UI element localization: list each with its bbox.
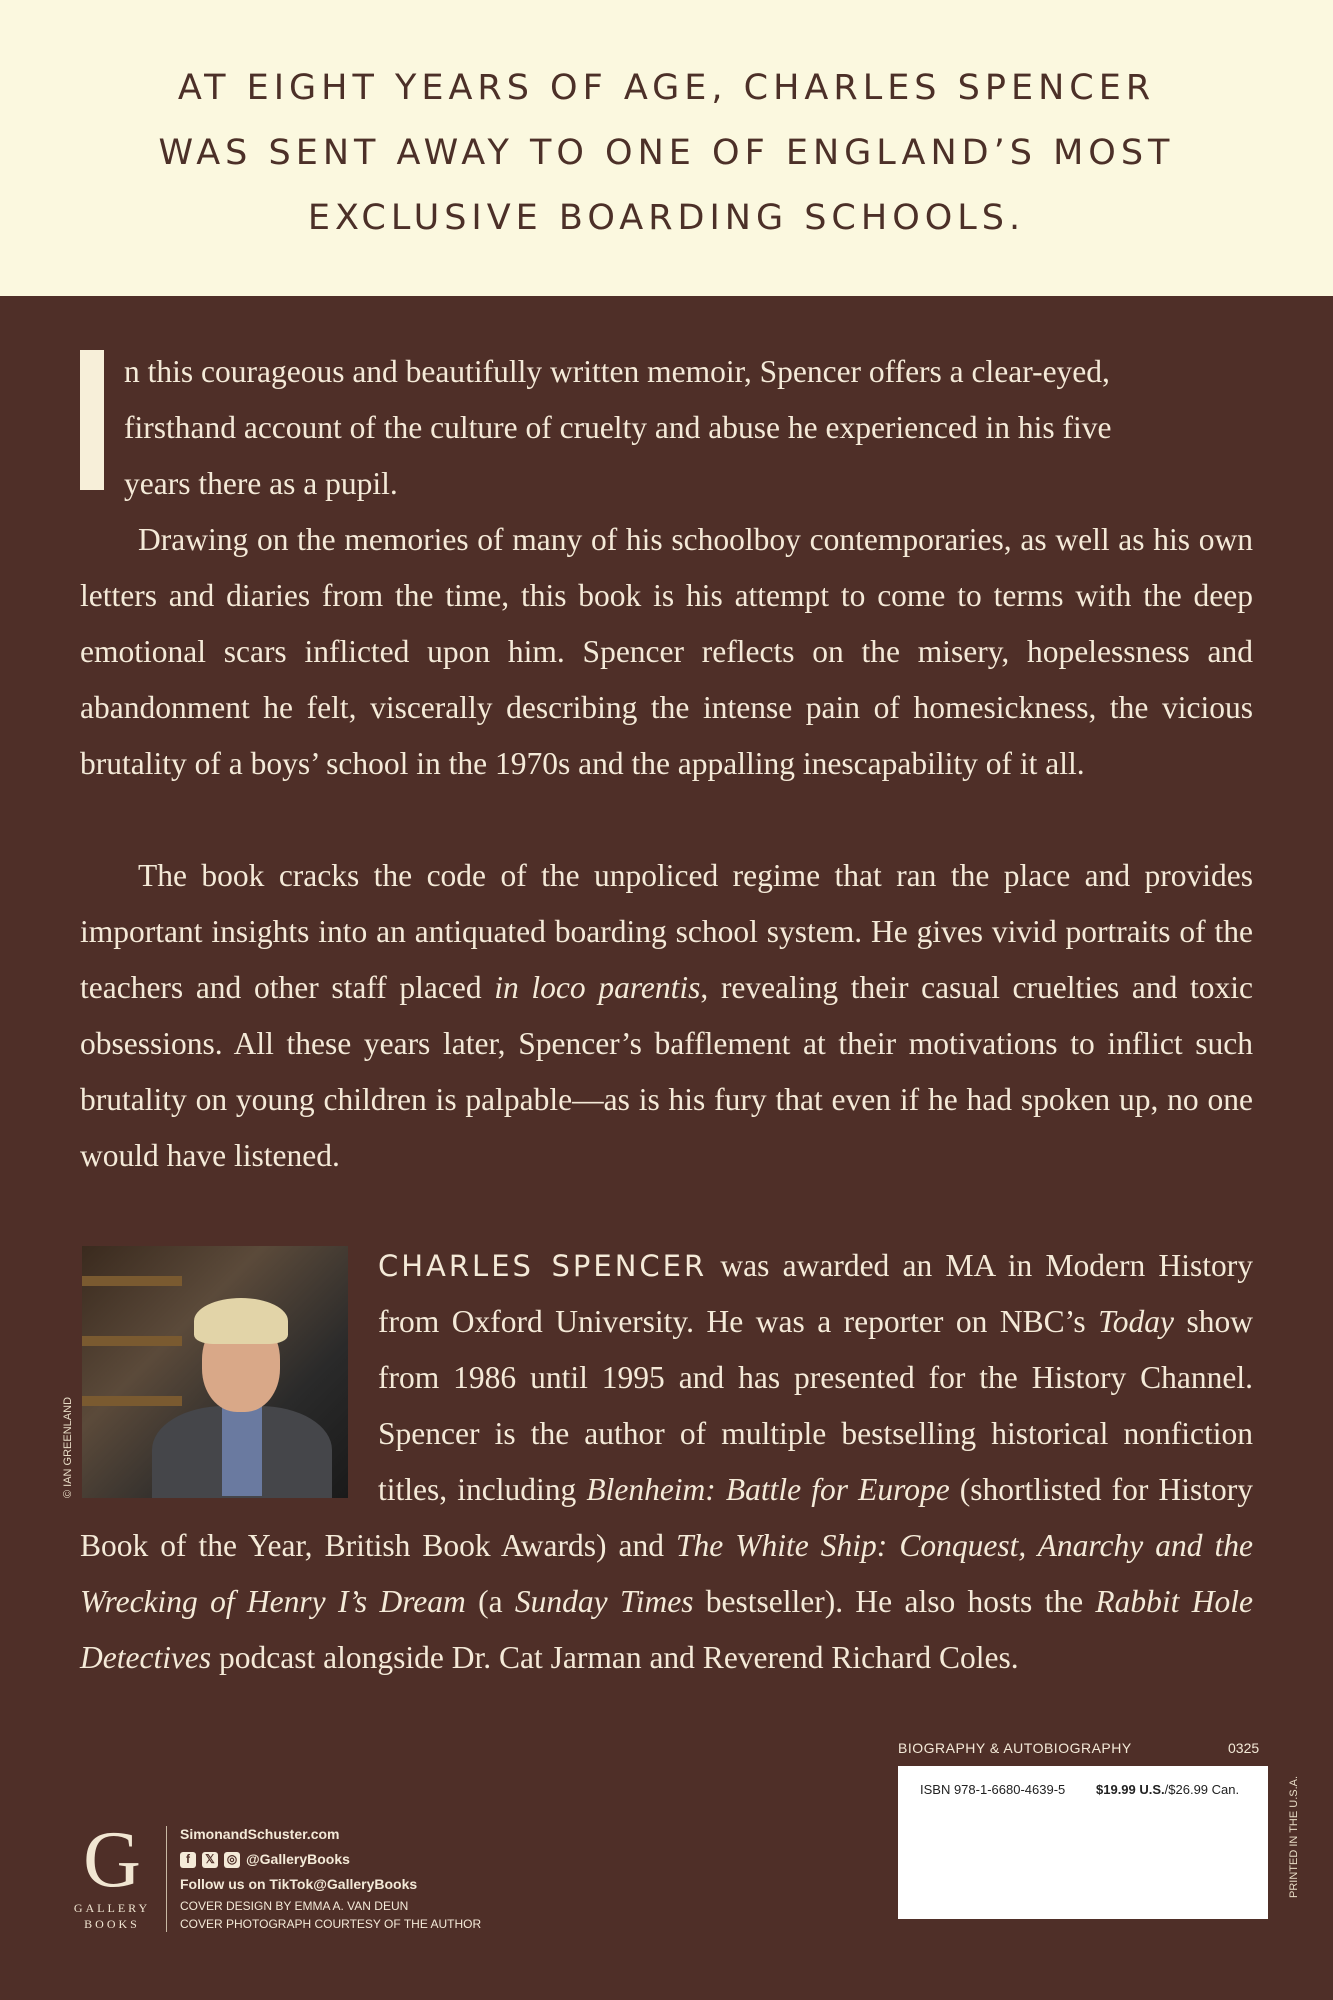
bio-text-1: was awarded an MA in Modern History from Oxford University. He was a reporter on NBC’s xyxy=(378,1248,1253,1339)
intro-line-2: firsthand account of the culture of cruelty and abuse he experienced in his five xyxy=(124,410,1112,445)
book-code: 0325 xyxy=(1228,1740,1260,1756)
body-paragraph-2: Drawing on the memories of many of his schoolboy contemporaries, as well as his own letters and diaries from the time, this book is his attempt to come to terms with the deep emotional scars inflicted upon him. Spencer reflects on the misery, hopelessness and abandonment he felt, viscerally describing the intense pain of homesickness, the vicious brutality of a boys’ school in the 1970s and the appalling inescapability of it all. xyxy=(80,522,1253,781)
logo-line-2: BOOKS xyxy=(84,1917,140,1931)
para3-text-1: The book cracks the code of the unpoliced regime that ran the place and provides important insights into an antiquated boarding school system. He gives vivid portraits of the teachers and other staff placed xyxy=(80,858,1253,1005)
author-bio xyxy=(80,1238,1253,1686)
bio-italic-sunday-times: Sunday Times xyxy=(514,1584,694,1619)
headline-line-3: EXCLUSIVE BOARDING SCHOOLS. xyxy=(307,198,1026,238)
bio-italic-podcast: Rabbit Hole Detectives xyxy=(80,1584,1253,1675)
headline-band xyxy=(0,0,1333,296)
intro-paragraph xyxy=(80,344,1253,512)
para3-italic: in loco parentis xyxy=(494,970,701,1005)
headline-line-2: WAS SENT AWAY TO ONE OF ENGLAND’S MOST xyxy=(158,133,1175,173)
logo-line-1: GALLERY xyxy=(73,1901,151,1915)
x-icon[interactable]: 𝕏 xyxy=(202,1852,218,1868)
isbn: ISBN 978-1-6680-4639-5 xyxy=(920,1782,1066,1797)
book-category: BIOGRAPHY & AUTOBIOGRAPHY xyxy=(898,1740,1132,1756)
publisher-info xyxy=(180,1822,481,1933)
para3-text-2: , revealing their casual cruelties and toxic obsessions. All these years later, Spencer’s bafflement at their motivations to inflict such brutality on young children is palpable—as is his fury that even if he had spoken up, no one would have listened. xyxy=(80,970,1253,1173)
printed-in: PRINTED IN THE U.S.A. xyxy=(1288,1775,1300,1898)
facebook-icon[interactable]: f xyxy=(180,1852,196,1868)
headline xyxy=(0,56,1333,251)
intro-line-3: years there as a pupil. xyxy=(124,466,398,501)
bio-text-5: bestseller). He also hosts the xyxy=(693,1584,1096,1619)
gallery-books-logo xyxy=(70,1816,154,1932)
cover-photo-credit: COVER PHOTOGRAPH COURTESY OF THE AUTHOR xyxy=(180,1917,482,1931)
bio-text-6: podcast alongside Dr. Cat Jarman and Reverend Richard Coles. xyxy=(211,1640,1019,1675)
cover-design-credit: COVER DESIGN BY EMMA A. VAN DEUN xyxy=(180,1899,409,1913)
intro-line-1: n this courageous and beautifully written memoir, Spencer offers a clear-eyed, xyxy=(124,354,1110,389)
headline-line-1: AT EIGHT YEARS OF AGE, CHARLES SPENCER xyxy=(177,68,1156,108)
bio-text-2: show from 1986 until 1995 and has presented for the History Channel. Spencer is the author of multiple bestselling historical nonfiction titles, including xyxy=(378,1304,1254,1507)
logo-letter: G xyxy=(83,1816,141,1904)
bio-italic-blenheim: Blenheim: Battle for Europe xyxy=(586,1472,950,1507)
author-name: CHARLES SPENCER xyxy=(378,1249,708,1283)
tiktok-line[interactable]: Follow us on TikTok@GalleryBooks xyxy=(180,1876,418,1892)
social-handle[interactable]: @GalleryBooks xyxy=(246,1851,350,1867)
photo-credit: © IAN GREENLAND xyxy=(62,1396,74,1498)
instagram-icon[interactable]: ◎ xyxy=(224,1852,240,1868)
price-us: $19.99 U.S. xyxy=(1096,1782,1165,1797)
body-paragraph-3 xyxy=(80,848,1253,1184)
publisher-divider xyxy=(166,1826,167,1932)
bio-text-4: (a xyxy=(465,1584,515,1619)
social-row xyxy=(180,1847,481,1872)
price xyxy=(1096,1782,1239,1797)
bio-italic-white-ship: The White Ship: Conquest, Anarchy and the Wrecking of Henry I’s Dream xyxy=(80,1528,1253,1619)
bio-text-3: (shortlisted for History Book of the Year, British Book Awards) and xyxy=(80,1472,1253,1563)
publisher-website[interactable]: SimonandSchuster.com xyxy=(180,1826,340,1842)
price-can: /$26.99 Can. xyxy=(1164,1782,1240,1797)
bio-italic-today: Today xyxy=(1098,1304,1174,1339)
